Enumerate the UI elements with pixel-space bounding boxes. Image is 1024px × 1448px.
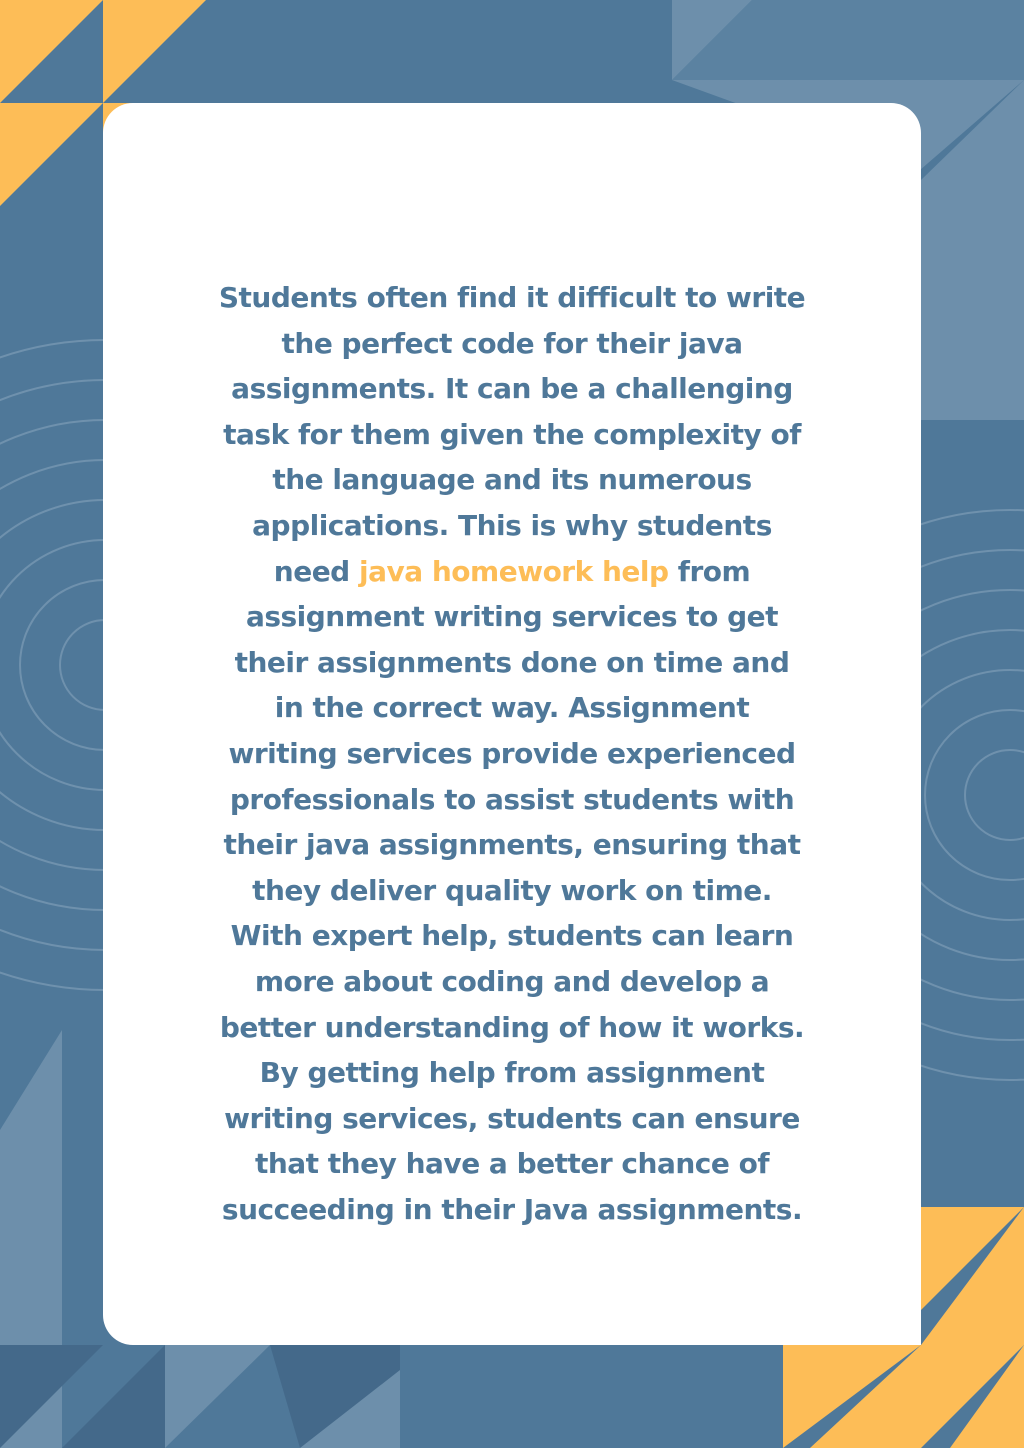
article-text-rest: from assignment writing services to get their assignments done on time and in the correct way. Assignment writing services provide experienced professionals to assist students with their java assignments, ensuring that they deliver quality work on time. With expert help, students can learn more about coding and develop a better understanding of how it works. By getting help from assignment writing services, students can ensure that they have a better chance of succeeding in their Java assignments. bbox=[219, 554, 805, 1226]
article-text-intro: Students often find it difficult to write the perfect code for their java assignments. It can be a challenging task for them given the complexity of the language and its numerous applications. This is why students need bbox=[218, 281, 806, 588]
java-homework-help-link[interactable]: java homework help bbox=[358, 554, 669, 588]
article-text bbox=[216, 275, 808, 1232]
content-card bbox=[103, 103, 921, 1345]
